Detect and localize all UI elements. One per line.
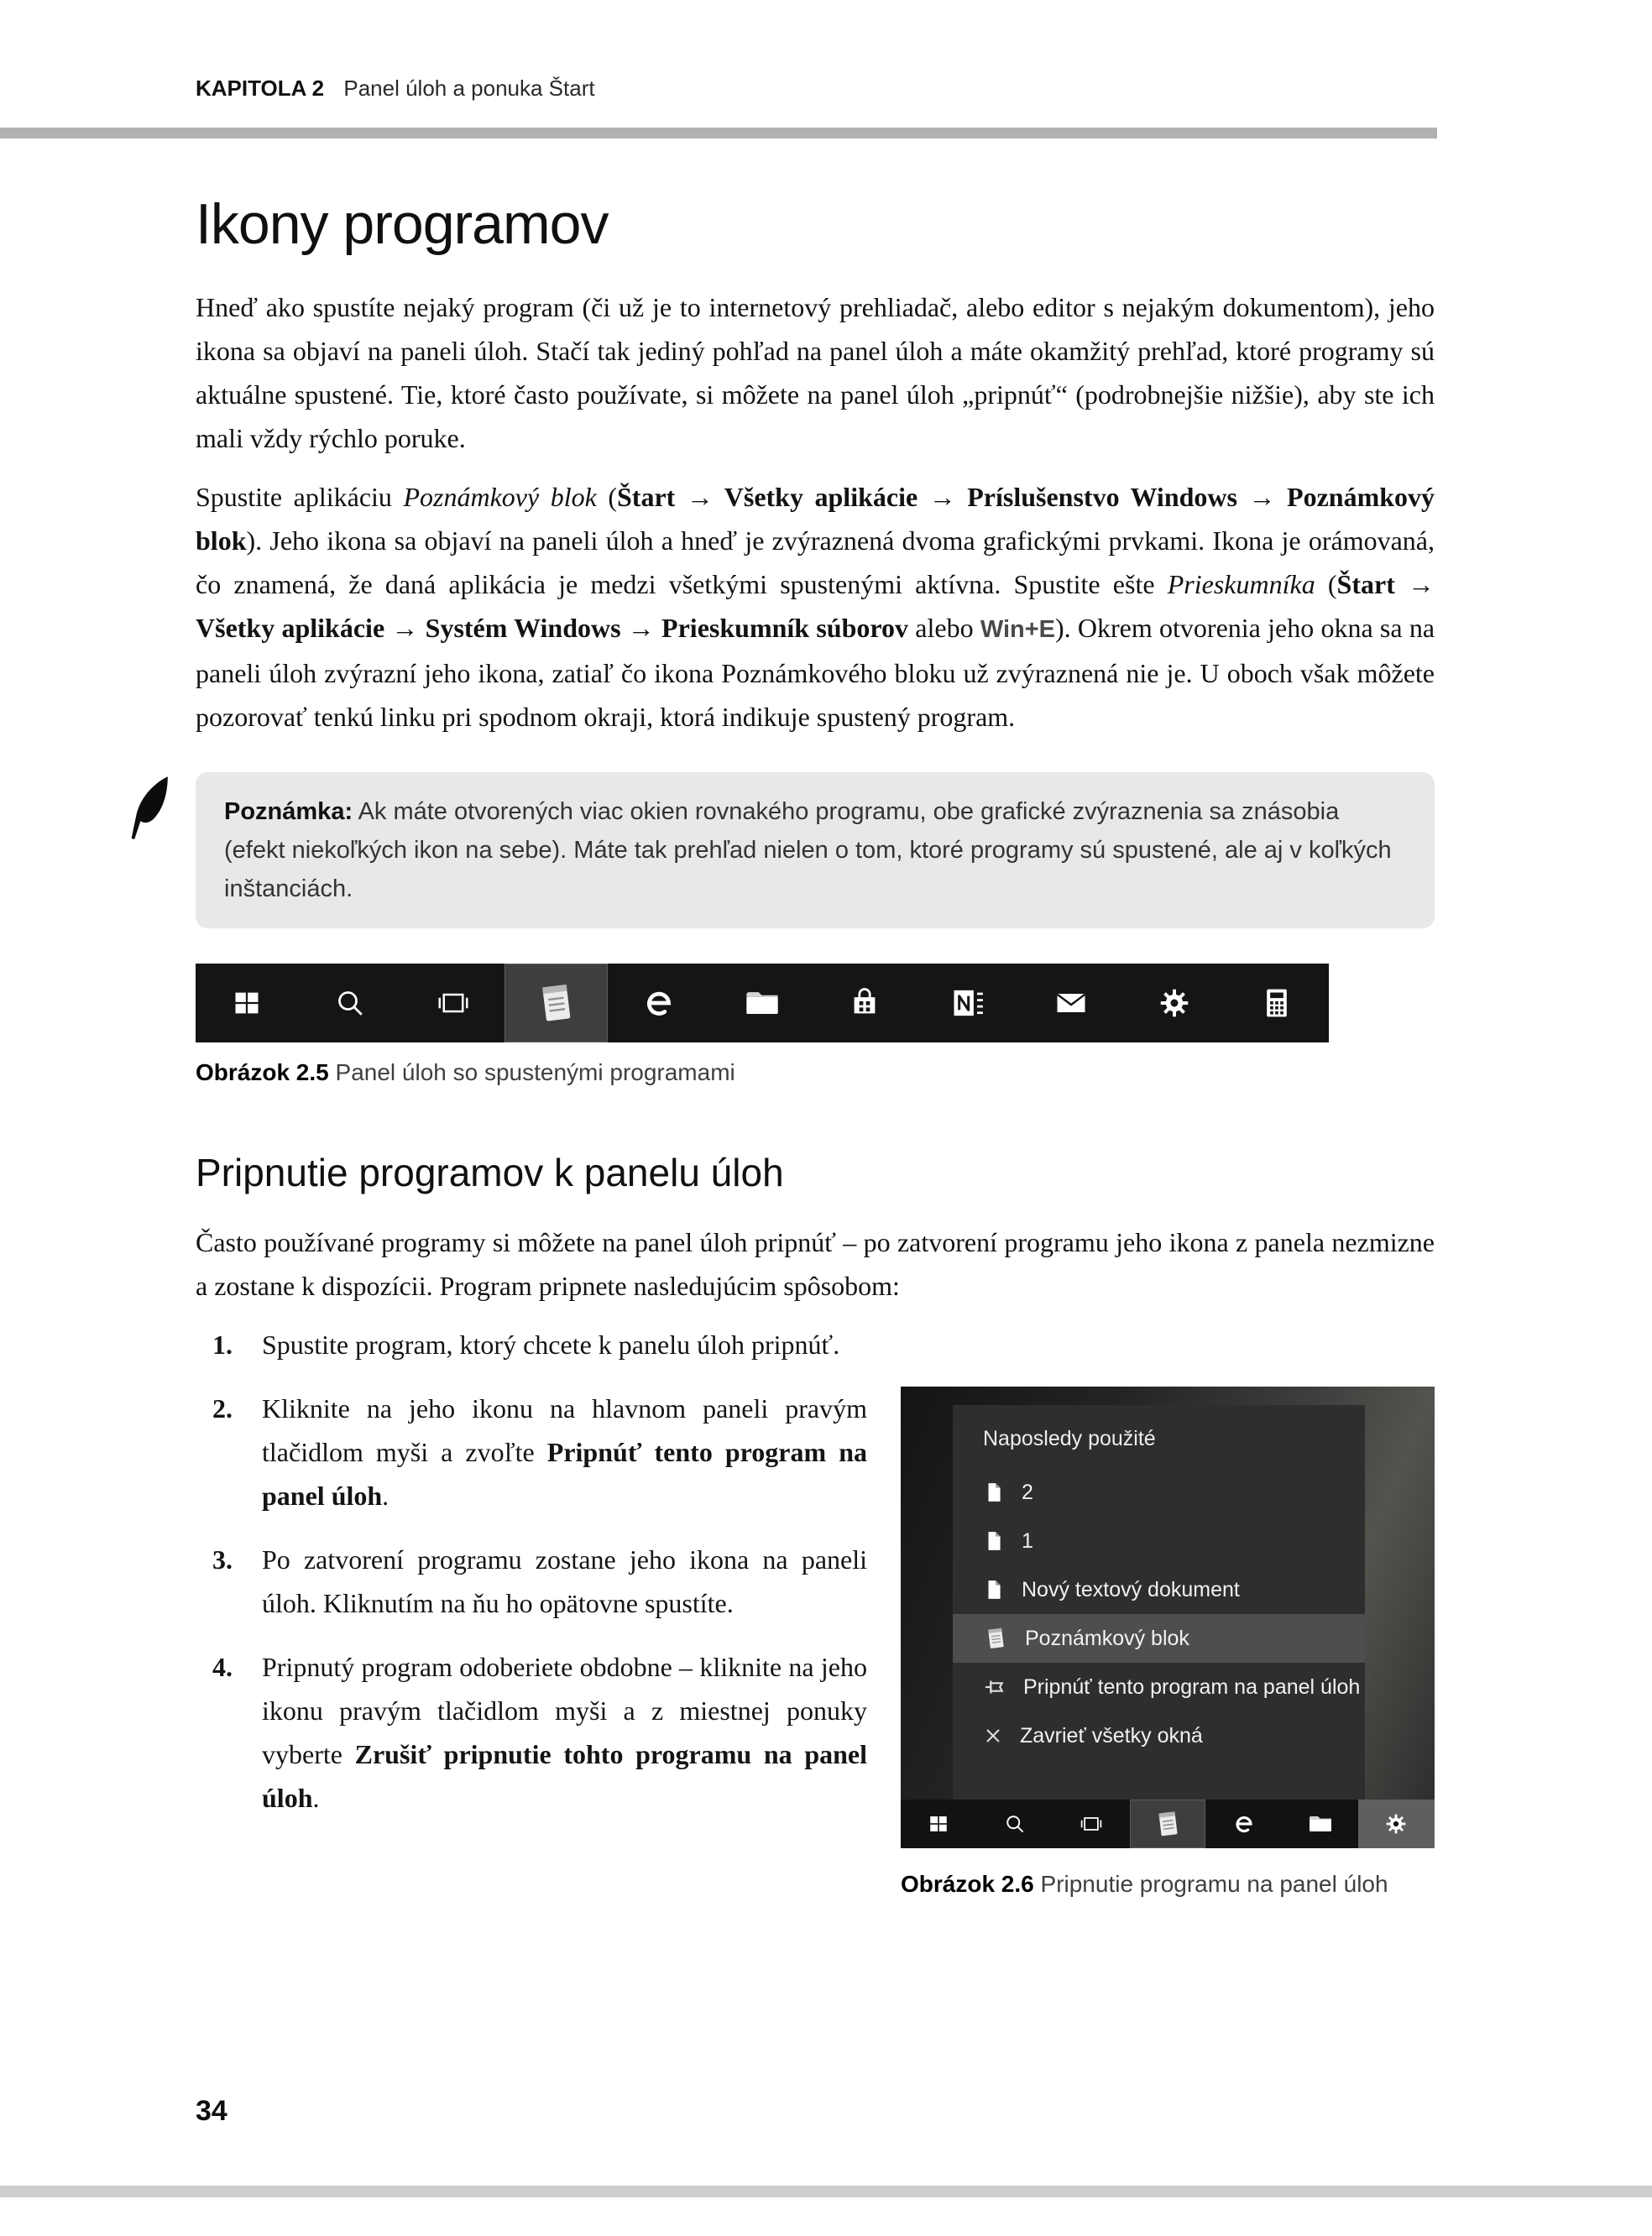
note-body: [196, 772, 1435, 928]
step-3-text: Po zatvorení programu zostane jeho ikona na paneli úloh. Kliknutím na ňu ho opätovne spustíte.: [262, 1544, 867, 1618]
steps-column: [196, 1387, 867, 1840]
settings-taskbar-button[interactable]: [1358, 1800, 1435, 1848]
jumplist-item-pin[interactable]: [953, 1663, 1365, 1711]
notepad-taskbar-button[interactable]: [1130, 1800, 1206, 1848]
jumplist-item-close-all[interactable]: [953, 1711, 1365, 1760]
taskbar: [901, 1800, 1435, 1848]
paragraph-2: Spustite aplikáciu Poznámkový blok (Štart → Všetky aplikácie → Príslušenstvo Windows → Poznámkový blok). Jeho ikona sa objaví na paneli úloh a hneď je zvýraznená dvoma grafickými prvkami. Ikona je orámovaná, čo znamená, že daná aplikácia je medzi všetkými spustenými aktívna. Spustite ešte Prieskumníka (Štart → Všetky aplikácie → Systém Windows → Prieskumník súborov alebo Win+E). Okrem otvorenia jeho okna sa na paneli úloh zvýrazní jeho ikona, zatiaľ čo ikona Poznámkového bloku už zvýraznená nie je. U oboch však môžete pozorovať tenkú linku pri spodnom okraji, ktorá indikuje spustený program.: [196, 482, 1435, 732]
file-explorer-taskbar-button[interactable]: [1282, 1800, 1358, 1848]
jumplist-item-label: 1: [1022, 1528, 1033, 1553]
jumplist-section-header: Naposledy použité: [983, 1427, 1156, 1450]
document-icon: [983, 1579, 1005, 1601]
jumplist-item-label: Zavrieť všetky okná: [1020, 1723, 1203, 1748]
document-icon: [983, 1530, 1005, 1552]
taskbar-screenshot: [196, 964, 1329, 1042]
windows-start-icon: [232, 988, 262, 1018]
task-view-button[interactable]: [401, 964, 504, 1042]
jumplist-item-notepad[interactable]: [953, 1614, 1365, 1663]
step-4-text: Pripnutý program odoberiete obdobne – kliknite na jeho ikonu pravým tlačidlom myši a z miestnej ponuky vyberte Zrušiť pripnutie tohto programu na panel úloh.: [262, 1652, 868, 1813]
notepad-taskbar-button[interactable]: [504, 964, 608, 1042]
note-label: Poznámka:: [224, 798, 353, 825]
pin-icon: [983, 1675, 1006, 1699]
note-text: Ak máte otvorených viac okien rovnakého programu, obe grafické zvýraznenia sa znásobia (efekt niekoľkých ikon na sebe). Máte tak prehľad nielen o tom, ktoré programy sú spustené, ale aj v koľkých inštanciách.: [224, 798, 1392, 902]
figure-2-5-caption: [196, 1059, 1435, 1086]
chapter-number: KAPITOLA 2: [196, 76, 325, 101]
step-2-text: Kliknite na jeho ikonu na hlavnom paneli pravým tlačidlom myši a zvoľte Pripnúť tento program na panel úloh.: [262, 1393, 868, 1511]
edge-icon: [1231, 1811, 1257, 1836]
jumplist-item-label: Pripnúť tento program na panel úloh: [1023, 1674, 1361, 1699]
running-header: [196, 76, 595, 102]
figure-2-6-label: Obrázok 2.6: [901, 1871, 1034, 1897]
figure-2-5-text: Panel úloh so spustenými programami: [328, 1059, 735, 1085]
jumplist-item-new-document[interactable]: [953, 1565, 1365, 1614]
step-3: [196, 1538, 867, 1625]
step-1: [196, 1323, 1435, 1366]
jumplist-item-label: 2: [1022, 1480, 1033, 1504]
file-explorer-taskbar-button[interactable]: [710, 964, 813, 1042]
step-1-number: 1.: [212, 1330, 233, 1360]
section-intro: Často používané programy si môžete na panel úloh pripnúť – po zatvorení programu jeho ikona z panela nezmizne a zostane k dispozícii. Program pripnete nasledujúcim spôsobom:: [196, 1227, 1435, 1301]
search-icon: [1003, 1812, 1027, 1836]
file-explorer-icon: [743, 984, 782, 1022]
settings-icon: [1384, 1812, 1408, 1836]
pen-icon: [128, 774, 174, 843]
figure-2-6-text: Pripnutie programu na panel úloh: [1033, 1871, 1388, 1897]
mail-icon: [1053, 985, 1090, 1021]
header-rule: [0, 128, 1437, 138]
document-icon: [983, 1481, 1005, 1503]
calculator-taskbar-button[interactable]: [1226, 964, 1329, 1042]
file-explorer-icon: [1307, 1810, 1334, 1837]
calculator-icon: [1259, 985, 1294, 1021]
task-view-icon: [1080, 1812, 1103, 1836]
settings-taskbar-button[interactable]: [1122, 964, 1226, 1042]
search-button[interactable]: [977, 1800, 1053, 1848]
edge-taskbar-button[interactable]: [608, 964, 711, 1042]
task-view-icon: [437, 986, 470, 1020]
figure-2-6: [901, 1387, 1435, 1900]
jumplist-screenshot: [901, 1387, 1435, 1848]
task-view-button[interactable]: [1053, 1800, 1130, 1848]
settings-icon: [1158, 986, 1191, 1020]
step-2-number: 2.: [212, 1393, 233, 1424]
step-3-number: 3.: [212, 1544, 233, 1575]
step-2: [196, 1387, 867, 1518]
step-4: [196, 1645, 867, 1820]
onenote-taskbar-button[interactable]: [917, 964, 1020, 1042]
edge-icon: [640, 985, 677, 1021]
notepad-icon: [1153, 1809, 1183, 1839]
page-title: Ikony programov: [196, 192, 609, 256]
store-icon: [846, 985, 883, 1021]
windows-start-icon: [928, 1813, 949, 1835]
search-icon: [333, 986, 367, 1020]
figure-2-6-caption: [901, 1868, 1435, 1900]
note-box: [196, 772, 1435, 928]
figure-2-5-label: Obrázok 2.5: [196, 1059, 329, 1085]
windows-start-button[interactable]: [901, 1800, 977, 1848]
notepad-icon: [983, 1626, 1008, 1651]
edge-taskbar-button[interactable]: [1205, 1800, 1282, 1848]
footer-rule: [0, 2186, 1652, 2197]
jumplist-item-recent-1[interactable]: [953, 1517, 1365, 1565]
steps-list: [196, 1323, 1435, 1900]
close-icon: [983, 1726, 1003, 1746]
search-button[interactable]: [299, 964, 402, 1042]
paragraph-1: Hneď ako spustíte nejaký program (či už je to internetový prehliadač, alebo editor s nejakým dokumentom), jeho ikona sa objaví na paneli úloh. Stačí tak jediný pohľad na panel úloh a máte okamžitý prehľad, ktoré programy sú aktuálne spustené. Tie, ktoré často používate, si môžete na panel úloh „pripnúť“ (podrobnejšie nižšie), aby ste ich mali vždy rýchlo poruke.: [196, 292, 1435, 453]
jumplist-item-label: Poznámkový blok: [1025, 1626, 1189, 1650]
jumplist-item-label: Nový textový dokument: [1022, 1577, 1240, 1601]
windows-start-button[interactable]: [196, 964, 299, 1042]
step-1-text: Spustite program, ktorý chcete k panelu úloh pripnúť.: [262, 1330, 840, 1360]
notepad-icon: [533, 980, 578, 1026]
chapter-title: Panel úloh a ponuka Štart: [343, 76, 595, 101]
page-number: 34: [196, 2095, 227, 2127]
section-title: Pripnutie programov k panelu úloh: [196, 1151, 784, 1194]
page-content: [196, 191, 1435, 1900]
jumplist-item-recent-2[interactable]: [953, 1468, 1365, 1517]
jump-list-menu: [953, 1405, 1365, 1800]
mail-taskbar-button[interactable]: [1020, 964, 1123, 1042]
onenote-icon: [949, 985, 986, 1021]
step-4-number: 4.: [212, 1652, 233, 1682]
figure-2-5: [196, 964, 1435, 1086]
store-taskbar-button[interactable]: [813, 964, 917, 1042]
